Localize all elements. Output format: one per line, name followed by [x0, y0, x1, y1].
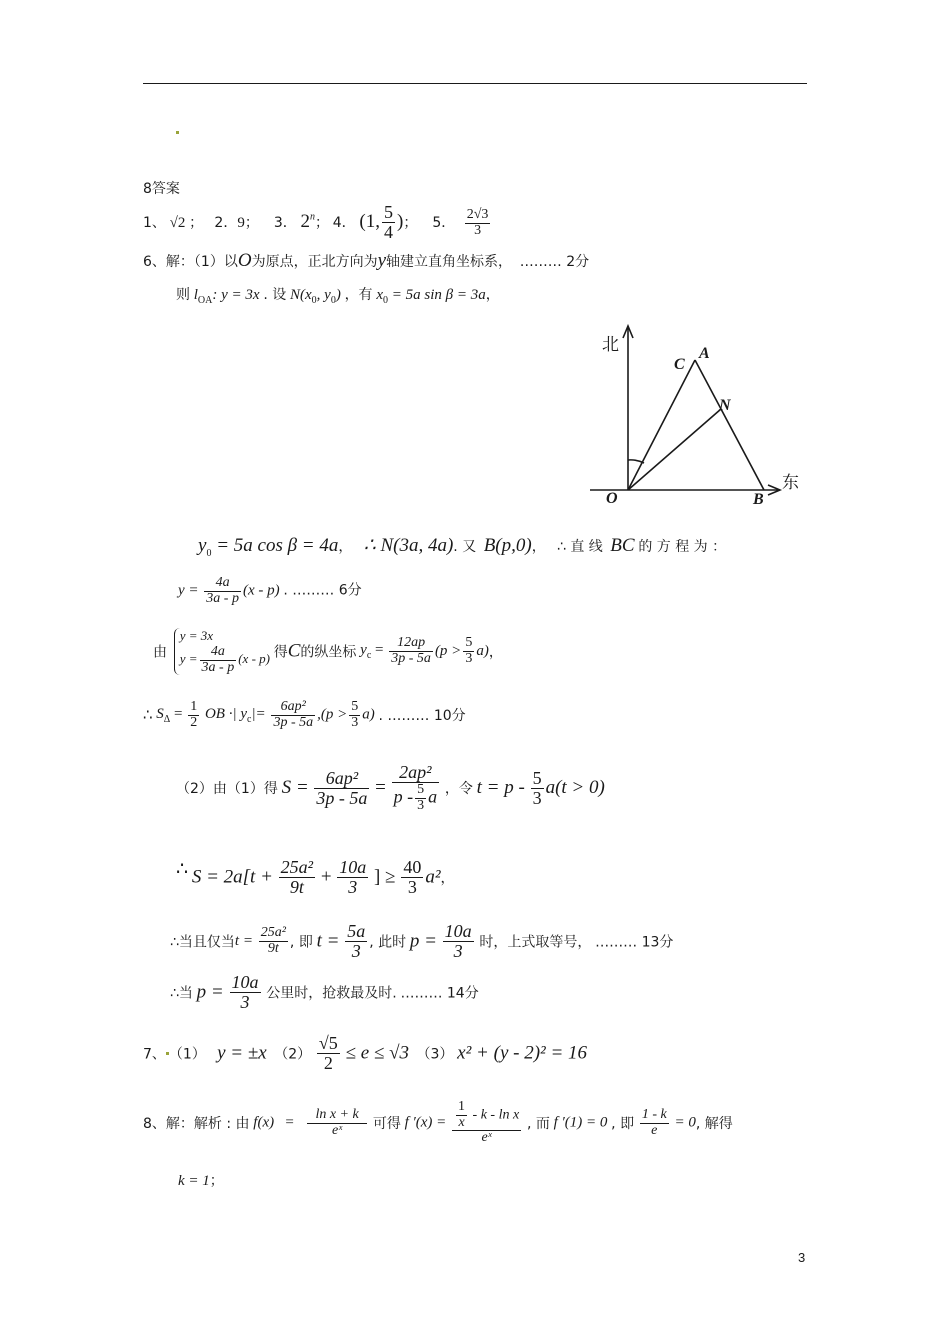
angle-arc: [628, 460, 644, 463]
y0-expr: $y_0 = 5a$ cos β = 4a: [198, 535, 339, 559]
score-6: . ……… 6分: [283, 582, 362, 599]
line-oa: $l_{OA}$: y = 3x: [193, 287, 260, 306]
q6-area-line: ∴ $S_\Delta$ = $\frac{1}{2}$ OB ·| $y_c|=$ $\frac{\text{6ap²}}{3p - 5a}$ ,(p > $\frac{5}{3}$ a) . ……… 10分: [143, 699, 466, 730]
q4-value: (1, $\frac{5}{4}$ ): [359, 202, 404, 242]
page-number: 3: [798, 1250, 806, 1265]
segment-on: [628, 409, 721, 490]
header-rule: [143, 83, 807, 84]
q2-number: 2．: [214, 214, 238, 231]
label-c: C: [674, 356, 685, 373]
q7-answers: 7、 （1） y = ±x （2） $\frac{√5}{2}$ ≤ e ≤ √3 （3） x² + (y - 2)² = 16: [143, 1033, 588, 1073]
equation-system: y = 3x y = $\frac{4a}{3a - p}$ (x - p): [174, 628, 270, 675]
speck-mark: [176, 124, 179, 141]
q6-system: 由 y = 3x y = $\frac{4a}{3a - p}$ (x - p) 得C的纵坐标 $y_c$ = $\frac{12ap}{3p - 5a}$ (p > $\frac{5}{3}$ a)，: [153, 628, 503, 675]
score-2: ……… 2分: [519, 254, 590, 270]
q8-line-1: 8、解：解析 : 由 f(x) = $\frac{\text{ln x + k}}{\text{eˣ}}$ 可得 f ′(x) = $\frac{1}{x}$ - k - ln x eˣ , 而 f ′(1) = 0 , 即 $\frac{1 - k}{e}$ = 0, 解得: [143, 1099, 733, 1146]
score-10: . ……… 10分: [378, 708, 466, 725]
q6-inequality: ∴ S = 2a[t + $\frac{\text{25a²}}{9t}$ + $\frac{10a}{3}$ ] ≥ $\frac{40}{3}$ a²，: [176, 857, 455, 897]
q1-number: 1、: [143, 214, 166, 231]
q6-line-3: $y_0 = 5a$ cos β = 4a， ∴ N(3a, 4a). 又 B(p,0)， ∴ 直 线 BC 的 方 程 为 ：: [198, 535, 727, 559]
label-east: 东: [782, 473, 799, 493]
point-n: $N(x_0$, $y_0$): [289, 287, 341, 306]
q5-number: 5．: [432, 214, 456, 231]
q1-value: √2: [169, 214, 186, 231]
x0-expr: $x_0 = 5a$ sin β = 3a: [376, 287, 486, 306]
q6-final: ∴当 p = $\frac{10a}{3}$ 公里时，抢救最及时. ……… 14分: [170, 972, 479, 1012]
label-o: O: [606, 490, 618, 507]
q6-line-1: 6、解：（1）以O为原点，正北方向为y轴建立直角坐标系， ……… 2分: [143, 250, 590, 271]
q8-line-2: k = 1；: [178, 1173, 224, 1189]
score-13: ……… 13分: [595, 934, 674, 951]
geometry-figure: [588, 320, 808, 520]
segment-oa: [628, 360, 695, 490]
label-b: B: [753, 491, 764, 508]
segment-ab: [695, 360, 764, 490]
q5-value: $\frac{2√3}{3}$: [466, 207, 489, 238]
q6-label: 6、解：: [143, 254, 194, 270]
q6-line-2: 则 $l_{OA}$: y = 3x . 设 $N(x_0$, $y_0$) ，有 $x_0 = 5a$ sin β = 3a，: [176, 287, 500, 306]
label-n: N: [719, 397, 731, 414]
label-a: A: [699, 345, 710, 362]
q3-value: 2$^n$: [300, 210, 315, 232]
label-north: 北: [602, 335, 619, 355]
q4-number: 4．: [332, 214, 356, 231]
q2-value: 9: [237, 214, 245, 231]
q6-equality-condition: ∴当且仅当t = $\frac{\text{25a²}}{9t}$ , 即 t = $\frac{5a}{3}$ , 此时 p = $\frac{10a}{3}$ 时，上式取等号， ……… 13分: [170, 921, 674, 961]
q6-part-2: （2）由（1）得 S = $\frac{\text{6ap²}}{3p - 5a}$ = 2ap² p - $\frac{5}{3}$ a ，令 t = p - $\frac{5}{3}$ a(t > 0): [176, 762, 605, 813]
answer-heading: 8答案: [143, 181, 180, 197]
score-14: ……… 14分: [400, 985, 479, 1002]
answers-row-1: 1、 √2 ； 2．9； 3． 2$^n$； 4． (1, $\frac{5}{4}$ )； 5． $\frac{2√3}{3}$: [143, 202, 489, 242]
q3-number: 3．: [273, 214, 297, 231]
b-coordinates: B(p,0): [483, 535, 532, 556]
n-coordinates: ∴ N(3a, 4a): [363, 535, 454, 556]
q6-line-4: y = $\frac{4a}{3a - p}$ (x - p) . ……… 6分: [178, 575, 362, 606]
